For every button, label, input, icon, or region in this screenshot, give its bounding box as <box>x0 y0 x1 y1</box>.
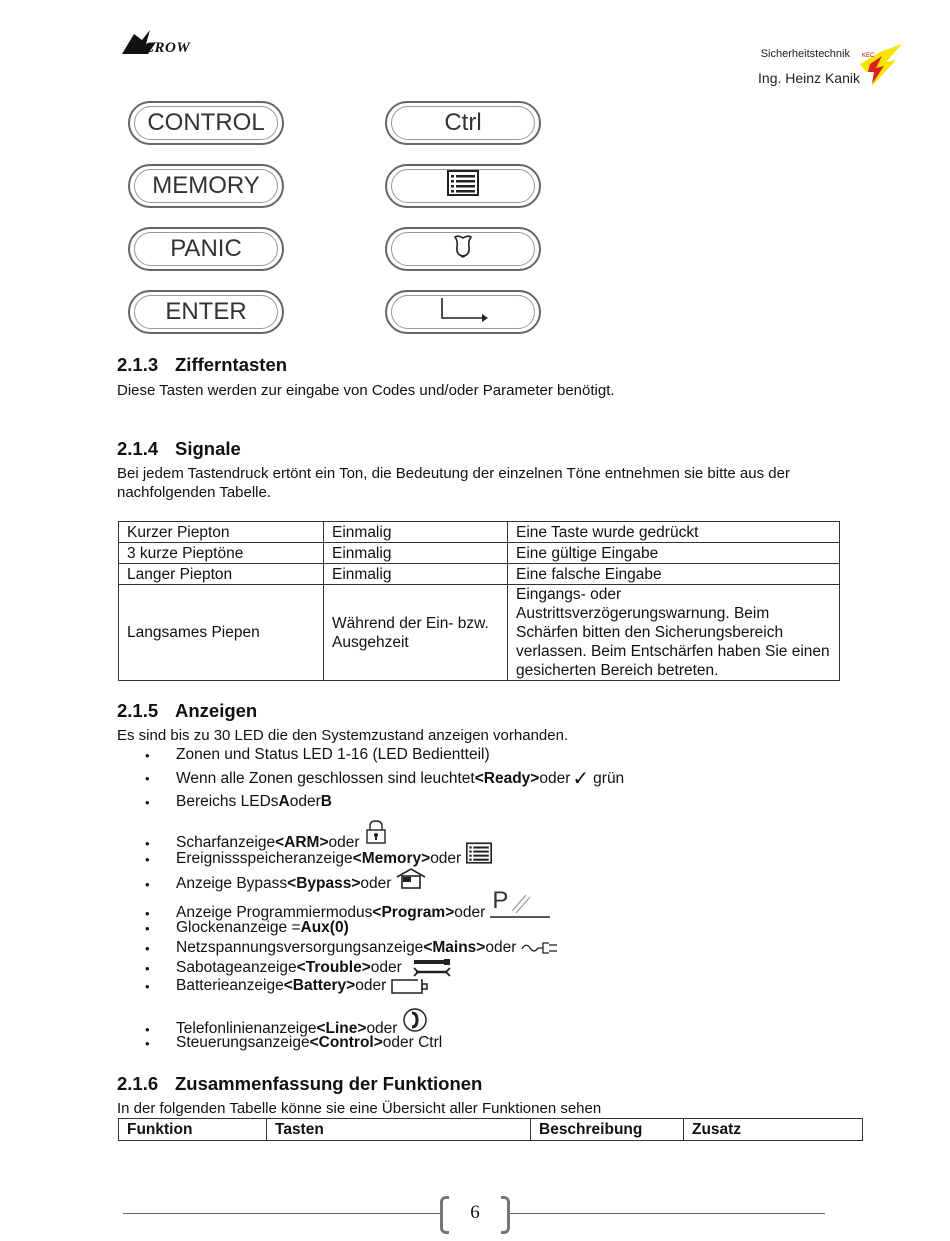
section-2-1-5-heading: 2.1.5 Anzeigen <box>117 700 258 721</box>
list-item: • Netzspannungsversorgungsanzeige <Mains> oder <box>145 939 559 957</box>
list-item: • Bereichs LEDs A oder B <box>145 793 332 810</box>
table-cell: Eine Taste wurde gedrückt <box>508 522 840 543</box>
section-2-1-5-text: Es sind bis zu 30 LED die den Systemzustand anzeigen vorhanden. <box>117 727 569 744</box>
bell-icon <box>450 233 476 259</box>
list-item: • Sabotageanzeige <Trouble> oder <box>145 958 452 978</box>
table-cell: Eine falsche Eingabe <box>508 564 840 585</box>
table-cell: Langsames Piepen <box>119 585 324 681</box>
control-key <box>128 101 284 145</box>
footer-rule-left <box>123 1213 440 1214</box>
table-row <box>119 564 840 585</box>
table-cell: Langer Piepton <box>119 564 324 585</box>
table-cell: Eingangs- oder Austrittsverzögerungswarnung. Beim Schärfen bitten den Sicherungsbereich verlassen. Beim Entschärfen haben Sie einen gesicherten Bereich betreten. <box>508 585 840 681</box>
table-row <box>119 585 840 681</box>
memory-symbol-key <box>385 164 541 208</box>
table-cell: Einmalig <box>324 543 508 564</box>
page-number <box>440 1196 510 1230</box>
memory-key-label: MEMORY <box>152 172 260 199</box>
right-bracket <box>501 1196 510 1234</box>
memory-list-icon <box>447 170 479 196</box>
section-2-1-6-heading: 2.1.6 Zusammenfassung der Funktionen <box>117 1073 483 1094</box>
list-item: • Zonen und Status LED 1-16 (LED Bedientteil) <box>145 746 490 763</box>
table-cell: 3 kurze Pieptöne <box>119 543 324 564</box>
list-item: • Batterieanzeige <Battery> oder <box>145 977 429 995</box>
table-cell: Während der Ein- bzw. Ausgehzeit <box>324 585 508 681</box>
table-header: Zusatz <box>684 1119 863 1141</box>
table-row <box>119 543 840 564</box>
page-number-text: 6 <box>470 1202 480 1223</box>
enter-arrow-icon <box>438 296 488 322</box>
logo-text: CROW <box>144 40 191 56</box>
table-cell: Kurzer Piepton <box>119 522 324 543</box>
program-mode-letter: P <box>492 887 509 914</box>
panic-key <box>128 227 284 271</box>
company-owner: Ing. Heinz Kanik <box>758 70 860 86</box>
list-item: • Anzeige Programmiermodus <Program> oder P <box>145 886 552 922</box>
section-2-1-3-heading: 2.1.3 Zifferntasten <box>117 354 288 375</box>
mains-plug-icon <box>521 940 559 956</box>
lightning-bolt-logo-icon <box>856 44 906 88</box>
checkmark-icon: ✓ <box>572 768 590 790</box>
section-2-1-6-text: In der folgenden Tabelle könne sie eine Übersicht aller Funktionen sehen <box>117 1100 602 1117</box>
footer-rule-right <box>510 1213 825 1214</box>
table-header: Beschreibung <box>531 1119 684 1141</box>
table-header-row <box>119 1119 863 1141</box>
control-key-label: CONTROL <box>147 109 265 136</box>
table-cell: Eine gültige Eingabe <box>508 543 840 564</box>
crow-logo <box>120 28 210 60</box>
memory-key <box>128 164 284 208</box>
list-item: • Telefonlinienanzeige <Line> oder <box>145 1002 428 1038</box>
list-item: • Ereignissspeicheranzeige <Memory> oder <box>145 838 492 868</box>
list-item: • Scharfanzeige <ARM> oder <box>145 812 387 852</box>
list-item: • Glockenanzeige = Aux(0) <box>145 919 349 936</box>
tools-icon <box>412 958 452 978</box>
left-bracket <box>440 1196 449 1234</box>
signal-table <box>118 521 840 681</box>
panic-key-label: PANIC <box>170 235 242 262</box>
enter-key <box>128 290 284 334</box>
enter-key-label: ENTER <box>165 298 247 325</box>
bolt-mark: KEC <box>862 53 875 59</box>
list-item: • Wenn alle Zonen geschlossen sind leuchtet <Ready> oder ✓ grün <box>145 768 625 790</box>
memory-list-icon <box>466 842 492 864</box>
list-item: • Steuerungsanzeige <Control> oder Ctrl <box>145 1034 443 1051</box>
table-header: Tasten <box>267 1119 531 1141</box>
table-header: Funktion <box>119 1119 267 1141</box>
telephone-icon <box>402 1007 428 1033</box>
company-name: Sicherheitstechnik <box>760 48 850 60</box>
enter-symbol-key <box>385 290 541 334</box>
ctrl-key <box>385 101 541 145</box>
ctrl-key-label: Ctrl <box>444 109 482 136</box>
table-cell: Einmalig <box>324 564 508 585</box>
section-2-1-4-text: Bei jedem Tastendruck ertönt ein Ton, die Bedeutung der einzelnen Töne entnehmen sie bitte aus der nachfolgenden Tabelle. <box>117 465 790 501</box>
function-summary-table <box>118 1118 863 1141</box>
table-row <box>119 522 840 543</box>
battery-icon <box>391 977 429 995</box>
program-mode-icon <box>490 889 552 919</box>
table-cell: Einmalig <box>324 522 508 543</box>
panic-symbol-key <box>385 227 541 271</box>
list-item: • Anzeige Bypass <Bypass> oder <box>145 863 426 893</box>
section-2-1-4-heading: 2.1.4 Signale <box>117 438 241 459</box>
section-2-1-3-text: Diese Tasten werden zur eingabe von Codes und/oder Parameter benötigt. <box>117 382 615 399</box>
